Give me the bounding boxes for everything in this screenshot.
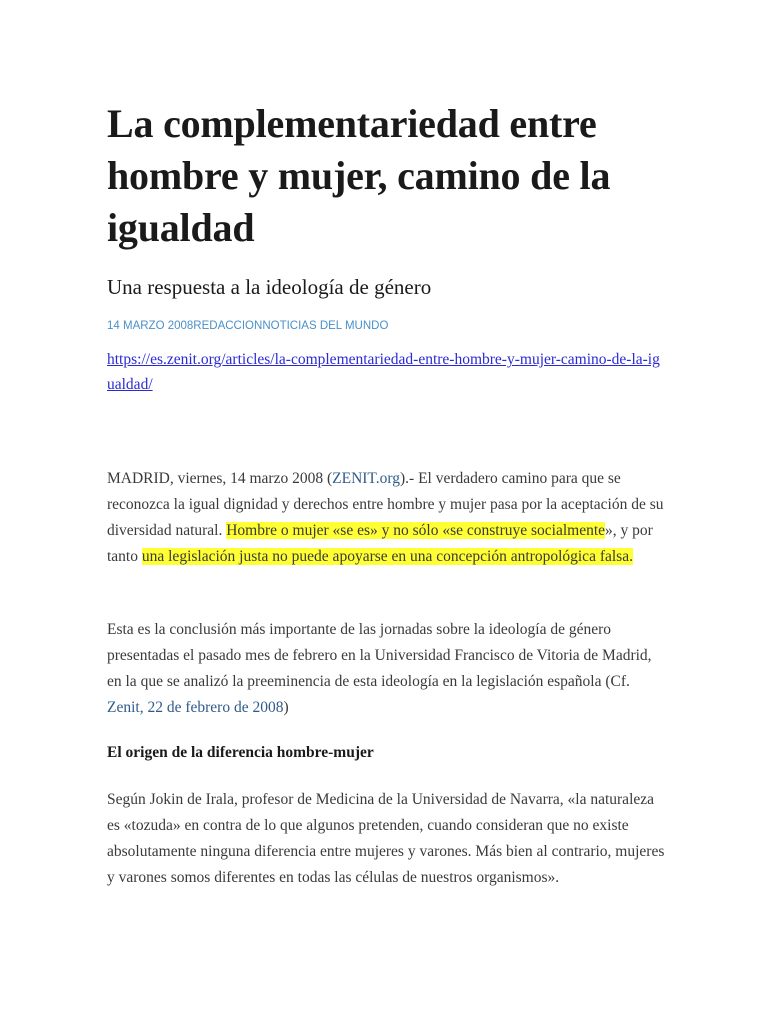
article-meta: [107, 318, 667, 334]
p1-lead: MADRID, viernes, 14 marzo 2008 (: [107, 470, 333, 487]
p1-middle: », y por tanto: [107, 522, 653, 565]
p1-after-link: ).- El verdadero camino para que se reconozca la igual dignidad y derechos entre hombre y mujer pasa por la aceptación de su diversidad natural.: [107, 470, 664, 539]
meta-author[interactable]: REDACCION: [193, 320, 263, 332]
source-url-link[interactable]: https://es.zenit.org/articles/la-complementariedad-entre-hombre-y-mujer-camino-de-la-igualdad/: [107, 351, 660, 393]
zenit-date-link[interactable]: Zenit, 22 de febrero de 2008: [107, 699, 284, 716]
p1-highlight-1: Hombre o mujer «se es» y no sólo «se construye socialmente: [226, 522, 606, 539]
p2-text: Esta es la conclusión más importante de las jornadas sobre la ideología de género presentadas el pasado mes de febrero en la Universidad Francisco de Vitoria de Madrid, en la que se analizó la preeminencia de esta ideología en la legislación española (Cf.: [107, 621, 652, 690]
paragraph-1: [107, 466, 667, 570]
section-heading: El origen de la diferencia hombre-mujer: [107, 744, 374, 761]
p1-highlight-2: una legislación justa no puede apoyarse en una concepción antropológica falsa.: [141, 548, 633, 565]
meta-category[interactable]: NOTICIAS DEL MUNDO: [262, 320, 389, 332]
p2-tail: ): [283, 699, 289, 716]
paragraph-3: Según Jokin de Irala, profesor de Medicina de la Universidad de Navarra, «la naturaleza es «tozuda» en contra de lo que algunos pretenden, cuando consideran que no existe absolutamente ninguna diferencia entre mujeres y varones. Más bien al contrario, mujeres y varones somos diferentes en todas las células de nuestros organismos».: [107, 791, 665, 886]
article-subtitle: Una respuesta a la ideología de género: [107, 275, 432, 299]
zenit-link[interactable]: ZENIT.org: [332, 470, 401, 487]
article-title: La complementariedad entre hombre y mujer, camino de la igualdad: [107, 101, 611, 250]
paragraph-2: [107, 617, 667, 721]
meta-date[interactable]: 14 MARZO 2008: [107, 320, 194, 332]
